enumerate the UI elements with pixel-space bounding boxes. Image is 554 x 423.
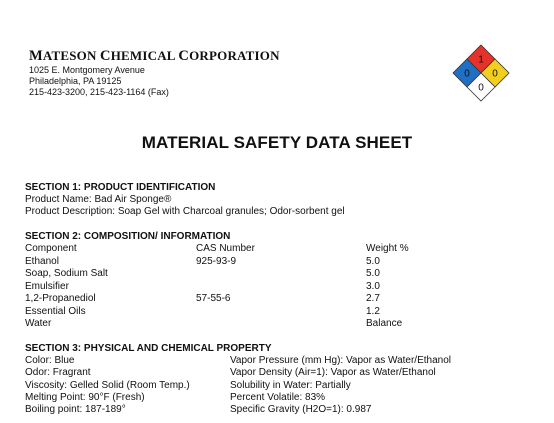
company-phone: 215-423-3200, 215-423-1164 (Fax) (29, 87, 169, 97)
nfpa-flammability-value: 1 (478, 54, 484, 66)
table-row-weight: 5.0 (366, 256, 380, 267)
table-row-component: Water (25, 318, 52, 329)
table-row-component: Essential Oils (25, 306, 86, 317)
product-description: Product Description: Soap Gel with Charcoal granules; Odor-sorbent gel (25, 206, 345, 217)
table-row-component: Soap, Sodium Salt (25, 268, 108, 279)
col-header-weight: Weight % (366, 243, 409, 254)
property-left: Color: Blue (25, 355, 75, 366)
property-left: Odor: Fragrant (25, 367, 91, 378)
property-right: Percent Volatile: 83% (230, 392, 326, 403)
company-address-line2: Philadelphia, PA 19125 (29, 76, 122, 86)
property-right: Vapor Density (Air=1): Vapor as Water/Ethanol (230, 367, 436, 378)
nfpa-diamond-icon (452, 44, 510, 102)
property-left: Boiling point: 187-189° (25, 404, 126, 415)
nfpa-instability-value: 0 (492, 68, 498, 80)
property-right: Specific Gravity (H2O=1): 0.987 (230, 404, 372, 415)
company-address-line1: 1025 E. Montgomery Avenue (29, 65, 145, 75)
property-left: Melting Point: 90°F (Fresh) (25, 392, 145, 403)
table-row-component: 1,2-Propanediol (25, 293, 96, 304)
property-left: Viscosity: Gelled Solid (Room Temp.) (25, 380, 190, 391)
nfpa-special-value: 0 (478, 82, 484, 94)
section1-heading: SECTION 1: PRODUCT IDENTIFICATION (25, 182, 216, 193)
nfpa-health-value: 0 (464, 68, 470, 80)
table-row-cas: 57-55-6 (196, 293, 231, 304)
property-right: Vapor Pressure (mm Hg): Vapor as Water/Ethanol (230, 355, 452, 366)
product-name: Product Name: Bad Air Sponge® (25, 194, 172, 205)
table-row-cas: 925-93-9 (196, 256, 237, 267)
col-header-cas: CAS Number (196, 243, 255, 254)
section2-heading: SECTION 2: COMPOSITION/ INFORMATION (25, 231, 231, 242)
table-row-weight: 1.2 (366, 306, 380, 317)
table-row-component: Emulsifier (25, 281, 69, 292)
table-row-component: Ethanol (25, 256, 59, 267)
company-name: MATESON CHEMICAL CORPORATION (29, 48, 280, 64)
table-row-weight: 5.0 (366, 268, 380, 279)
section3-heading: SECTION 3: PHYSICAL AND CHEMICAL PROPERTY (25, 343, 272, 354)
document-title: MATERIAL SAFETY DATA SHEET (141, 133, 413, 152)
table-row-weight: Balance (366, 318, 403, 329)
table-row-weight: 2.7 (366, 293, 380, 304)
table-row-weight: 3.0 (366, 281, 380, 292)
col-header-component: Component (25, 243, 77, 254)
property-right: Solubility in Water: Partially (230, 380, 351, 391)
